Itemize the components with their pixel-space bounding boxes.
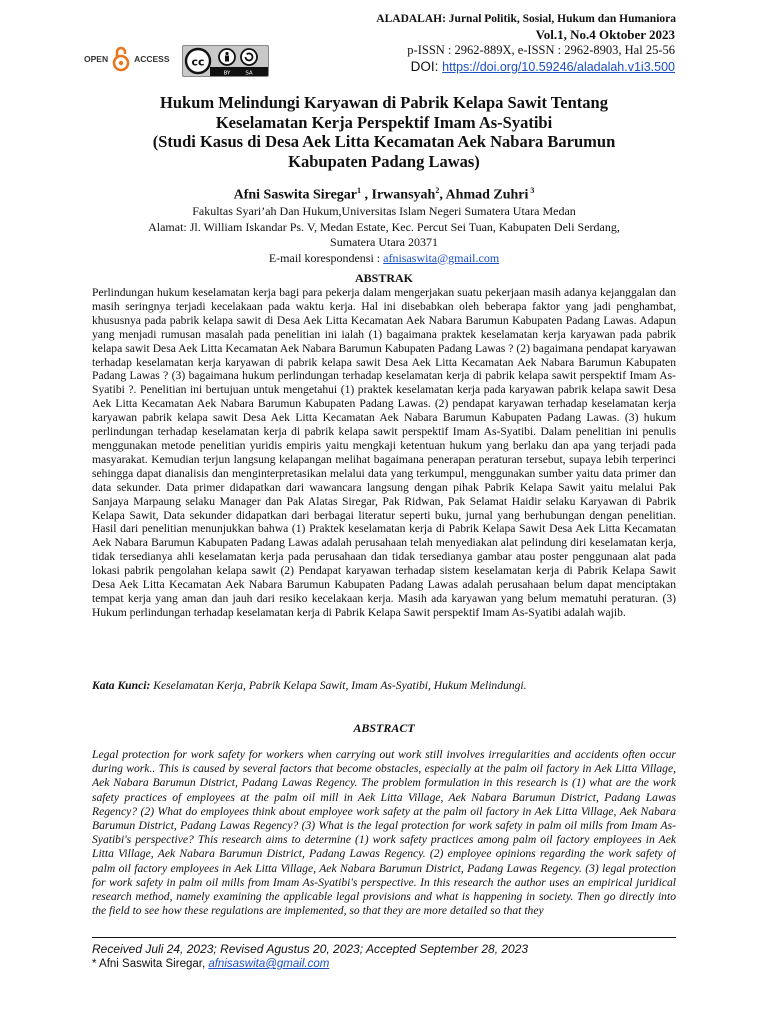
affiliation xyxy=(92,204,676,266)
author-3: Ahmad Zuhri xyxy=(445,187,529,203)
author-list: Afni Saswita Siregar$^1$ , Irwansyah$^2$, Ahmad Zuhri $^3$ xyxy=(233,186,535,203)
abstract-heading: ABSTRACT xyxy=(353,721,415,735)
keywords xyxy=(92,679,676,692)
open-access-right-text: ACCESS xyxy=(134,54,170,64)
abstrak-body: Perlindungan hukum keselamatan kerja bagi para pekerja dalam mengerjakan suatu pekerjaan masih adanya kejanggalan dan masih seringnya terjadi kecelakaan pada waktu kerja. Hal ini disebabkan oleh beberapa faktor yang jadi penghambat, khususnya pada pabrik kelapa sawit di Desa Aek Litta Kecamatan Aek Nabara Barumun Kabupaten Padang Lawas. Adapun yang menjadi rumusan masalah pada penelitian ini ialah (1) bagaimana praktek keselamatan kerja karyawan pada pabrik kelapa sawit Desa Aek Litta Kecamatan Aek Nabara Barumun Kabupaten Padang Lawas ? (2) bagaimana pendapat karyawan terhadap keselamatan kerja karyawan di pabrik kelapa sawit Desa Aek Litta Kecamatan Aek Nabara Barumun Kabupaten Padang Lawas ? (3) bagaimana hukum perlindungan terhadap keselamatan kerja di pabrik kelapa sawit perspektif Imam As-Syatibi ?. Penelitian ini bertujuan untuk mengetahui (1) praktek keselamatan kerja pada karyawan pabrik kelapa sawit Desa Aek Litta Kecamatan Aek Nabara Barumun Kabupaten Padang Lawas. (2) pendapat karyawan terhadap keselamatan kerja karyawan pabrik kelapa sawit Desa Aek Litta Kecamatan Aek Nabara Barumun Kabupaten Padang Lawas. (3) hukum perlindungan terhadap keselamatan kerja di pabrik kelapa sawit perspektif Imam As-Syatibi. Dalam penelitian ini penulis menggunakan metode penelitian yuridis empiris yaitu mengkaji ketentuan hukum yang berlaku dan apa yang terjadi pada masyarakat. Kemudian terjun langsung kelapangan melihat bagaimana penerapan peraturan tersebut, supaya lebih terperinci sehingga dapat dianalisis dan menginterpretasikan melalui data yang terkumpul, menggunakan sumber yaitu data primer dan data sekunder. Data primer didapatkan dari wawancara langsung dengan pihak Pabrik Kelapa Sawit yaitu melalui Pak Sanjaya Marpaung selaku Manager dan Pak Alatas Siregar, Pak Ridwan, Pak Selamat Haidir selaku Karyawan di Pabrik Kelapa Sawit, Data sekunder didapatkan dari berbagai literatur seperti buku, jurnal yang berhubungan dengan penelitian. Hasil dari penelitian menunjukkan bahwa (1) Praktek keselamatan kerja di Pabrik Kelapa Sawit Desa Aek Litta Kecamatan Aek Nabara Barumun Kabupaten Padang Lawas adalah perusahaan telah menyediakan alat pelindung diri keselamatan kerja, tidak tersedianya ahli keselamatan kerja pada perusahaan dan tidak tersedianya gambar atau poster penggunaan alat pada lokasi pabrik pengolahan kelapa sawit (2) Pendapat karyawan terhadap sistem keselamatan kerja di Pabrik Kelapa Sawit Desa Aek Litta Kecamatan Aek Nabara Barumun Kabupaten Padang Lawas adalah perusahaan belum dapat menciptakan tempat kerja yang aman dan jauh dari resiko kecelakaan kerja. Masih ada karyawan yang belum mematuhi peraturan. (3) Hukum perlindungan terhadap keselamatan kerja di Pabrik Kelapa Sawit perspektif Imam As-Syatibi adalah wajib. xyxy=(92,286,676,619)
share-alike-icon xyxy=(241,49,257,65)
footer-divider xyxy=(92,937,676,938)
cc-by-sa-badge[interactable] xyxy=(182,45,269,77)
title-line-4: Kabupaten Padang Lawas) xyxy=(288,151,480,171)
received-dates: Received Juli 24, 2023; Revised Agustus 20, 2023; Accepted September 28, 2023 xyxy=(92,942,529,956)
svg-text:cc: cc xyxy=(191,55,205,69)
title-line-2: Keselamatan Kerja Perspektif Imam As-Syatibi xyxy=(215,112,553,132)
title-line-1: Hukum Melindungi Karyawan di Pabrik Kelapa Sawit Tentang xyxy=(160,93,608,112)
affiliation-line-2: Alamat: Jl. William Iskandar Ps. V, Medan Estate, Kec. Percut Sei Tuan, Kabupaten Deli Serdang, xyxy=(148,219,620,234)
open-access-logo xyxy=(84,46,170,72)
open-lock-icon xyxy=(111,46,131,72)
author-1: Afni Saswita Siregar xyxy=(233,187,358,203)
corresponding-author: * Afni Saswita Siregar, afnisaswita@gmail.com xyxy=(92,958,330,970)
title-line-3: (Studi Kasus di Desa Aek Litta Kecamatan Aek Nabara Barumun xyxy=(152,132,616,151)
volume-info: Vol.1, No.4 Oktober 2023 xyxy=(535,27,675,42)
doi-link[interactable]: https://doi.org/10.59246/aladalah.v1i3.500 xyxy=(442,60,675,74)
svg-text:BY: BY xyxy=(223,70,231,77)
keywords-label: Kata Kunci: xyxy=(92,679,151,692)
doi-label: DOI: xyxy=(410,59,439,74)
affiliation-line-1: Fakultas Syari’ah Dan Hukum,Universitas Islam Negeri Sumatera Utara Medan xyxy=(192,204,576,218)
svg-text:SA: SA xyxy=(245,70,253,77)
paper-title xyxy=(92,93,676,171)
affiliation-line-3: Sumatera Utara 20371 xyxy=(330,235,438,249)
keywords-text: Keselamatan Kerja, Pabrik Kelapa Sawit, Imam As-Syatibi, Hukum Melindungi. xyxy=(150,679,527,692)
doi-line xyxy=(411,59,675,74)
journal-name: ALADALAH: Jurnal Politik, Sosial, Hukum dan Humaniora xyxy=(376,13,676,25)
email-link[interactable]: afnisaswita@gmail.com xyxy=(383,250,500,265)
issn-info: p-ISSN : 2962-889X, e-ISSN : 2962-8903, Hal 25-56 xyxy=(407,43,675,57)
correspondence-email: E-mail korespondensi : afnisaswita@gmail.com xyxy=(268,250,500,265)
open-access-left-text: OPEN xyxy=(84,54,109,64)
abstract-body: Legal protection for work safety for workers when carrying out work still involves irregularities and accidents often occur during work.. This is caused by several factors that become obstacles, especially at the palm oil factory in Aek Litta Village, Aek Nabara Barumun District, Padang Lawas Regency. The problem formulation in this research is (1) what are the work safety practices of employees at the palm oil mill in Aek Litta Village, Aek Nabara Barumun District, Padang Lawas Regency? (2) What do employees think about employee work safety at the palm oil factory in Aek Litta Village, Aek Nabara Barumun District, Padang Lawas Regency? (3) What is the legal protection for work safety in palm oil mills from Imam As-Syatibi's perspective? This research aims to determine (1) work safety practices among palm oil factory employees in Aek Litta Village, Aek Nabara Barumun District, Padang Lawas Regency. (2) employee opinions regarding the work safety of palm oil factory employees in Aek Litta Village, Aek Nabara Barumun District, Padang Lawas Regency. (3) legal protection for work safety in palm oil mills from Imam As-Syatibi's perspective. In this research the author uses an empirical juridical research method, namely examining the applicable legal provisions and what is happening in society. Then go directly into the field to see how these regulations are implemented, so that they are more detailed so that they xyxy=(92,748,676,918)
abstrak-heading: ABSTRAK xyxy=(354,271,413,285)
corr-email-link[interactable]: afnisaswita@gmail.com xyxy=(208,958,330,970)
author-2: Irwansyah xyxy=(371,187,436,203)
